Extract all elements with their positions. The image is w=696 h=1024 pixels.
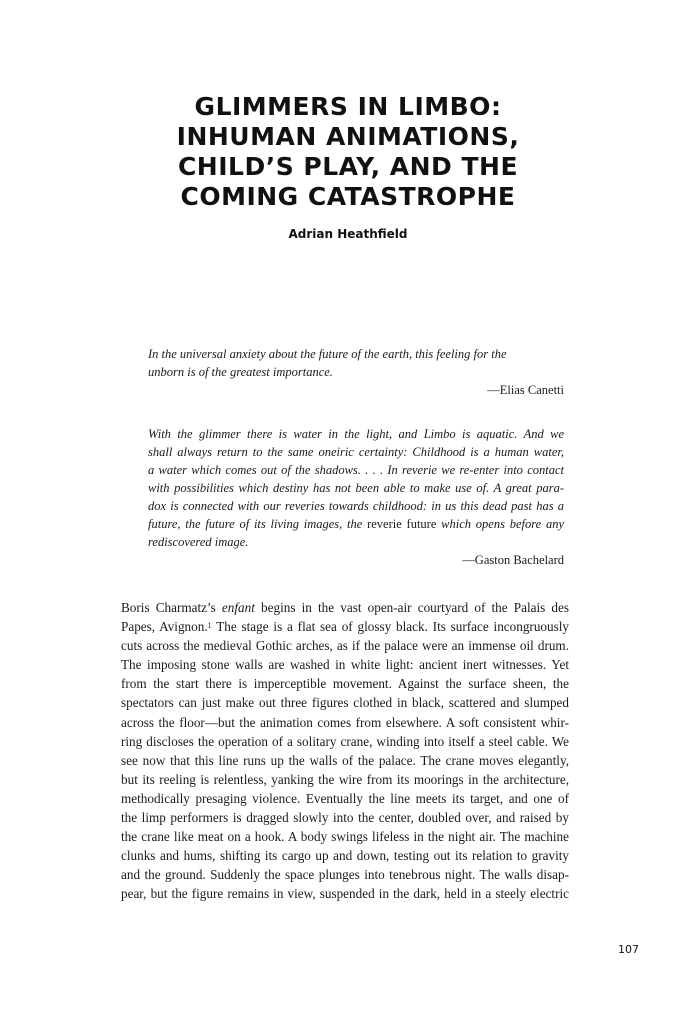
- body-line: from the start there is imperceptible movement. Against the surface sheen, the: [121, 676, 569, 692]
- body-line: see now that this line runs up the walls of the palace. The crane moves elegantly,: [121, 752, 569, 768]
- body-line: cuts across the medieval Gothic arches, as if the palace were an immense oil drum.: [121, 638, 569, 654]
- body-line: methodically presaging violence. Eventually the line meets its target, and one of: [121, 790, 569, 806]
- chapter-title: [100, 92, 596, 212]
- epigraph-line: dox is connected with our reveries towards childhood: in us this dead past has a: [148, 499, 564, 513]
- body-line: the crane like meat on a hook. A body swings lifeless in the night air. The machine: [121, 829, 569, 845]
- body-line: clunks and hums, shifting its cargo up and down, testing out its relation to gravity: [121, 848, 569, 864]
- body-text: begins in the vast open-air courtyard of the Palais des: [254, 600, 569, 615]
- work-title: enfant: [221, 600, 255, 615]
- epigraph-text: future, the future of its living images, the: [148, 517, 368, 531]
- page-number: 107: [618, 943, 639, 956]
- body-line: [121, 598, 569, 617]
- body-text: Boris Charmatz’s: [121, 600, 222, 615]
- epigraph-canetti: [148, 345, 564, 399]
- body-paragraph: [121, 598, 569, 904]
- body-line: but its reeling is relentless, yanking the wire from its moorings in the architecture,: [121, 771, 569, 787]
- body-text: Papes, Avignon.: [121, 619, 208, 635]
- epigraph-line: a water which comes out of the shadows. . . . In reverie we re-enter into contact: [148, 463, 564, 477]
- title-line: CHILD’S PLAY, AND THE: [177, 152, 519, 181]
- body-line: spectators can just make out three figures clothed in black, scattered and slumped: [121, 695, 569, 711]
- epigraph-roman-text: reverie future: [367, 517, 437, 531]
- body-line: ring discloses the operation of a solitary crane, winding into itself a steel cable. We: [121, 733, 569, 749]
- body-line: the limp performers is dragged slowly into the center, doubled over, and raised by: [121, 810, 569, 826]
- epigraph-line: shall always return to the same oneiric certainty: Childhood is a human water,: [148, 445, 564, 459]
- epigraph-attribution: —Elias Canetti: [487, 383, 564, 397]
- epigraph-attribution: —Gaston Bachelard: [462, 553, 564, 567]
- epigraph-line: rediscovered image.: [148, 535, 249, 549]
- body-line: across the floor—but the animation comes from elsewhere. A soft consistent whir-: [121, 714, 569, 730]
- footnote-marker[interactable]: 1: [207, 621, 212, 631]
- title-line: INHUMAN ANIMATIONS,: [176, 122, 520, 151]
- title-line: COMING CATASTROPHE: [180, 182, 516, 211]
- epigraph-bachelard: [148, 425, 564, 569]
- epigraph-line: with possibilities which destiny has not been able to make use of. A great para-: [148, 481, 564, 495]
- body-line: The imposing stone walls are washed in white light: ancient inert witnesses. Yet: [121, 657, 569, 673]
- epigraph-line: [148, 515, 564, 533]
- epigraph-text: which opens before any: [436, 517, 564, 531]
- epigraph-line: With the glimmer there is water in the light, and Limbo is aquatic. And we: [148, 427, 564, 441]
- body-line: [121, 617, 569, 636]
- body-line: pear, but the figure remains in view, suspended in the dark, held in a steely electric: [121, 886, 569, 902]
- title-line: GLIMMERS IN LIMBO:: [194, 92, 502, 121]
- epigraph-line: In the universal anxiety about the future of the earth, this feeling for the: [148, 347, 507, 361]
- body-text: The stage is a flat sea of glossy black. Its surface incongruously: [211, 619, 569, 635]
- author-name: Adrian Heathfield: [288, 227, 408, 241]
- epigraph-line: unborn is of the greatest importance.: [148, 365, 333, 379]
- body-line: and the ground. Suddenly the space plunges into tenebrous night. The walls disap-: [121, 867, 569, 883]
